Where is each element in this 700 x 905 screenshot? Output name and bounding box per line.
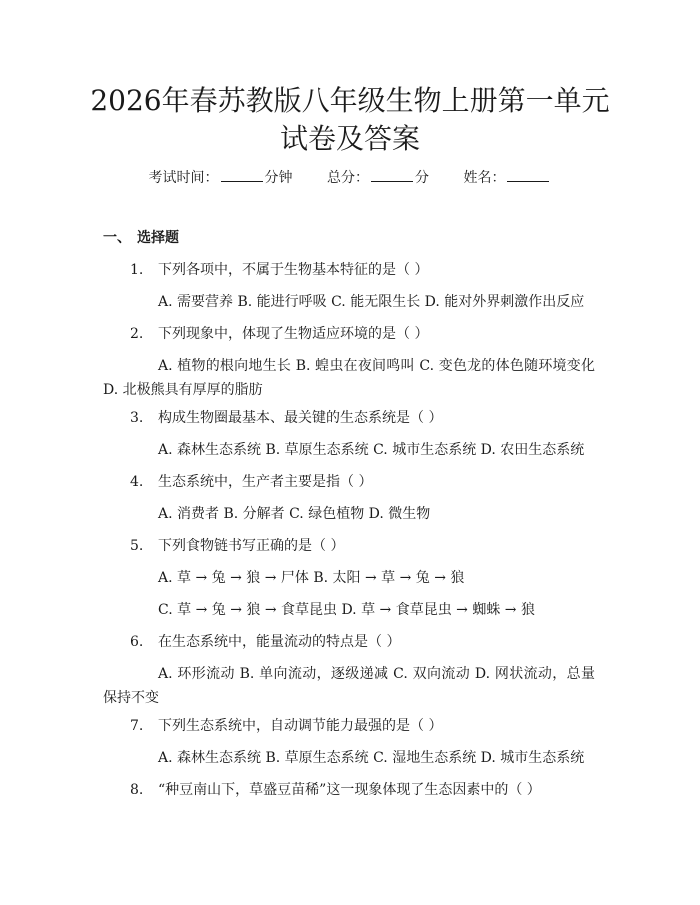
section-number: 一、 [103,230,131,246]
question-5-options-b: C. 草 → 兔 → 狼 → 食草昆虫 D. 草 → 食草昆虫 → 蜘蛛 → 狼 [158,602,535,618]
question-3-options: A. 森林生态系统 B. 草原生态系统 C. 城市生态系统 D. 农田生态系统 [158,442,585,458]
question-5 [130,536,344,556]
question-2-options: A. 植物的根向地生长 B. 蝗虫在夜间鸣叫 C. 变色龙的体色随环境变化 D. 北极熊具有厚厚的脂肪 [103,358,595,398]
question-number: 3. [130,410,144,426]
question-6-options: A. 环形流动 B. 单向流动，逐级递减 C. 双向流动 D. 网状流动，总量保持不变 [103,666,595,706]
question-7-options: A. 森林生态系统 B. 草原生态系统 C. 湿地生态系统 D. 城市生态系统 [158,750,585,766]
name-label: 姓名： [463,170,506,186]
question-8 [130,780,541,800]
question-3 [130,408,442,428]
section-title: 选择题 [137,230,179,246]
question-6 [130,632,400,652]
question-5-options-a: A. 草 → 兔 → 狼 → 尸体 B. 太阳 → 草 → 兔 → 狼 [158,570,465,586]
name-blank [507,169,549,182]
exam-time [149,170,293,186]
score-blank [371,169,413,182]
question-1 [130,260,428,280]
question-text: 生态系统中，生产者主要是指（ ） [158,474,373,490]
question-7 [130,716,442,736]
time-blank [221,169,263,182]
question-text: 下列食物链书写正确的是（ ） [158,538,345,554]
question-number: 6. [130,634,144,650]
question-text: 下列各项中，不属于生物基本特征的是（ ） [158,262,429,278]
question-4-options: A. 消费者 B. 分解者 C. 绿色植物 D. 微生物 [158,506,431,522]
question-2 [130,324,428,344]
question-number: 5. [130,538,144,554]
question-1-options: A. 需要营养 B. 能进行呼吸 C. 能无限生长 D. 能对外界刺激作出反应 [158,294,585,310]
score-label: 总分： [327,170,369,186]
page-title: 2026年春苏教版八年级生物上册第一单元试卷及答案 [90,84,610,155]
question-4 [130,472,372,492]
question-text: “种豆南山下，草盛豆苗稀”这一现象体现了生态因素中的（ ） [158,782,541,798]
question-number: 4. [130,474,144,490]
question-number: 7. [130,718,144,734]
question-text: 下列生态系统中，自动调节能力最强的是（ ） [158,718,443,734]
student-name [463,170,551,186]
question-text: 在生态系统中，能量流动的特点是（ ） [158,634,401,650]
question-text: 构成生物圈最基本、最关键的生态系统是（ ） [158,410,443,426]
time-label: 考试时间： [148,170,219,186]
total-score [327,170,429,186]
time-unit: 分钟 [264,170,293,186]
question-text: 下列现象中，体现了生物适应环境的是（ ） [158,326,429,342]
section-heading [103,228,179,248]
question-number: 2. [130,326,144,342]
exam-meta [0,168,700,188]
question-number: 8. [130,782,144,798]
score-unit: 分 [415,170,429,186]
question-number: 1. [130,262,144,278]
